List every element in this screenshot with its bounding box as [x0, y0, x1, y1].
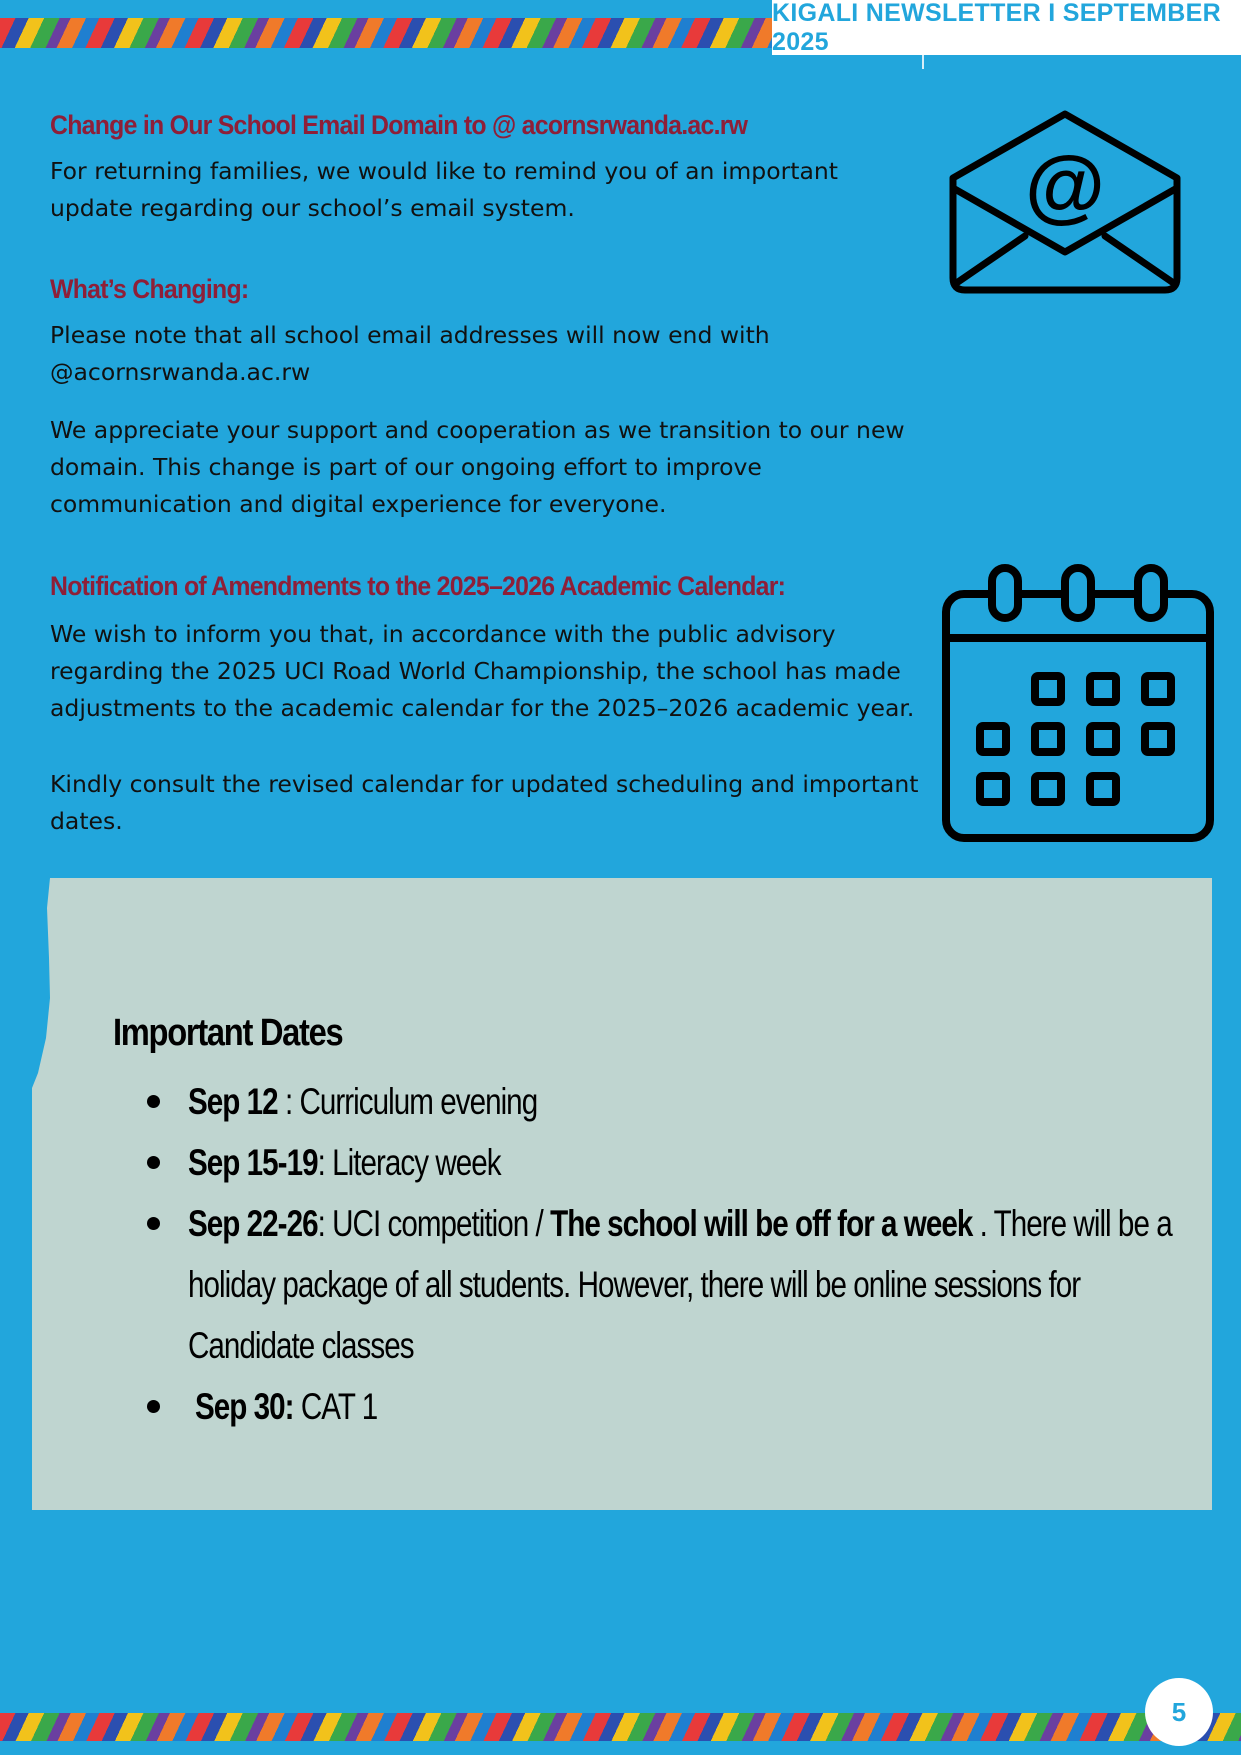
calendar-amendments-text: We wish to inform you that, in accordance with the public advisory regarding the 2025 UCI Road World Championship, the school has made adjustments to the academic calendar for the 2025–2026 academic year. — [50, 620, 915, 722]
date-description: Literacy week — [332, 1142, 501, 1183]
email-change-note: Please note that all school email addresses will now end with @acornsrwanda.ac.rw — [50, 321, 770, 386]
list-item: Sep 12 : Curriculum evening — [130, 1071, 1190, 1132]
envelope-at-icon — [945, 108, 1185, 298]
date-label: Sep 12 — [188, 1081, 278, 1122]
page-number: 5 — [1145, 1678, 1213, 1746]
date-label: Sep 15-19 — [188, 1142, 318, 1183]
date-label: Sep 30: — [195, 1386, 294, 1427]
list-item: Sep 22-26: UCI competition / The school will be off for a week . There will be a holiday package of all students. However, there will be online sessions for Candidate classes — [130, 1193, 1190, 1376]
bullet-icon — [147, 1095, 160, 1108]
whats-changing-heading: What’s Changing: — [50, 274, 249, 304]
bullet-icon — [147, 1156, 160, 1169]
date-description: UCI competition / — [332, 1203, 551, 1244]
email-appreciation-text: We appreciate your support and cooperation as we transition to our new domain. This change is part of our ongoing effort to improve communication and digital experience for everyone. — [50, 416, 905, 518]
school-off-notice: The school will be off for a week — [550, 1203, 973, 1244]
svg-text:@: @ — [1025, 140, 1105, 231]
date-label: Sep 22-26 — [188, 1203, 318, 1244]
holiday-package-note: . There will be a holiday package of all students. However, there will be online sessions for Candidate classes — [188, 1203, 1172, 1366]
email-domain-heading: Change in Our School Email Domain to @ acornsrwanda.ac.rw — [50, 110, 748, 140]
date-description: Curriculum evening — [299, 1081, 538, 1122]
date-description: CAT 1 — [300, 1386, 378, 1427]
header-divider — [922, 55, 924, 69]
important-dates-list — [130, 1071, 1190, 1437]
decorative-pattern-band-bottom — [0, 1713, 1241, 1741]
calendar-consult-text: Kindly consult the revised calendar for updated scheduling and important dates. — [50, 770, 919, 835]
calendar-amendments-heading: Notification of Amendments to the 2025–2026 Academic Calendar: — [50, 571, 786, 601]
calendar-icon — [940, 562, 1216, 844]
email-intro-text: For returning families, we would like to remind you of an important update regarding our school’s email system. — [50, 157, 838, 222]
newsletter-header — [772, 0, 1241, 55]
bullet-icon — [147, 1400, 160, 1413]
list-item: Sep 15-19: Literacy week — [130, 1132, 1190, 1193]
bullet-icon — [147, 1217, 160, 1230]
list-item — [130, 1376, 1190, 1437]
important-dates-title: Important Dates — [113, 1012, 343, 1054]
newsletter-title: KIGALI NEWSLETTER I SEPTEMBER 2025 — [772, 0, 1221, 56]
